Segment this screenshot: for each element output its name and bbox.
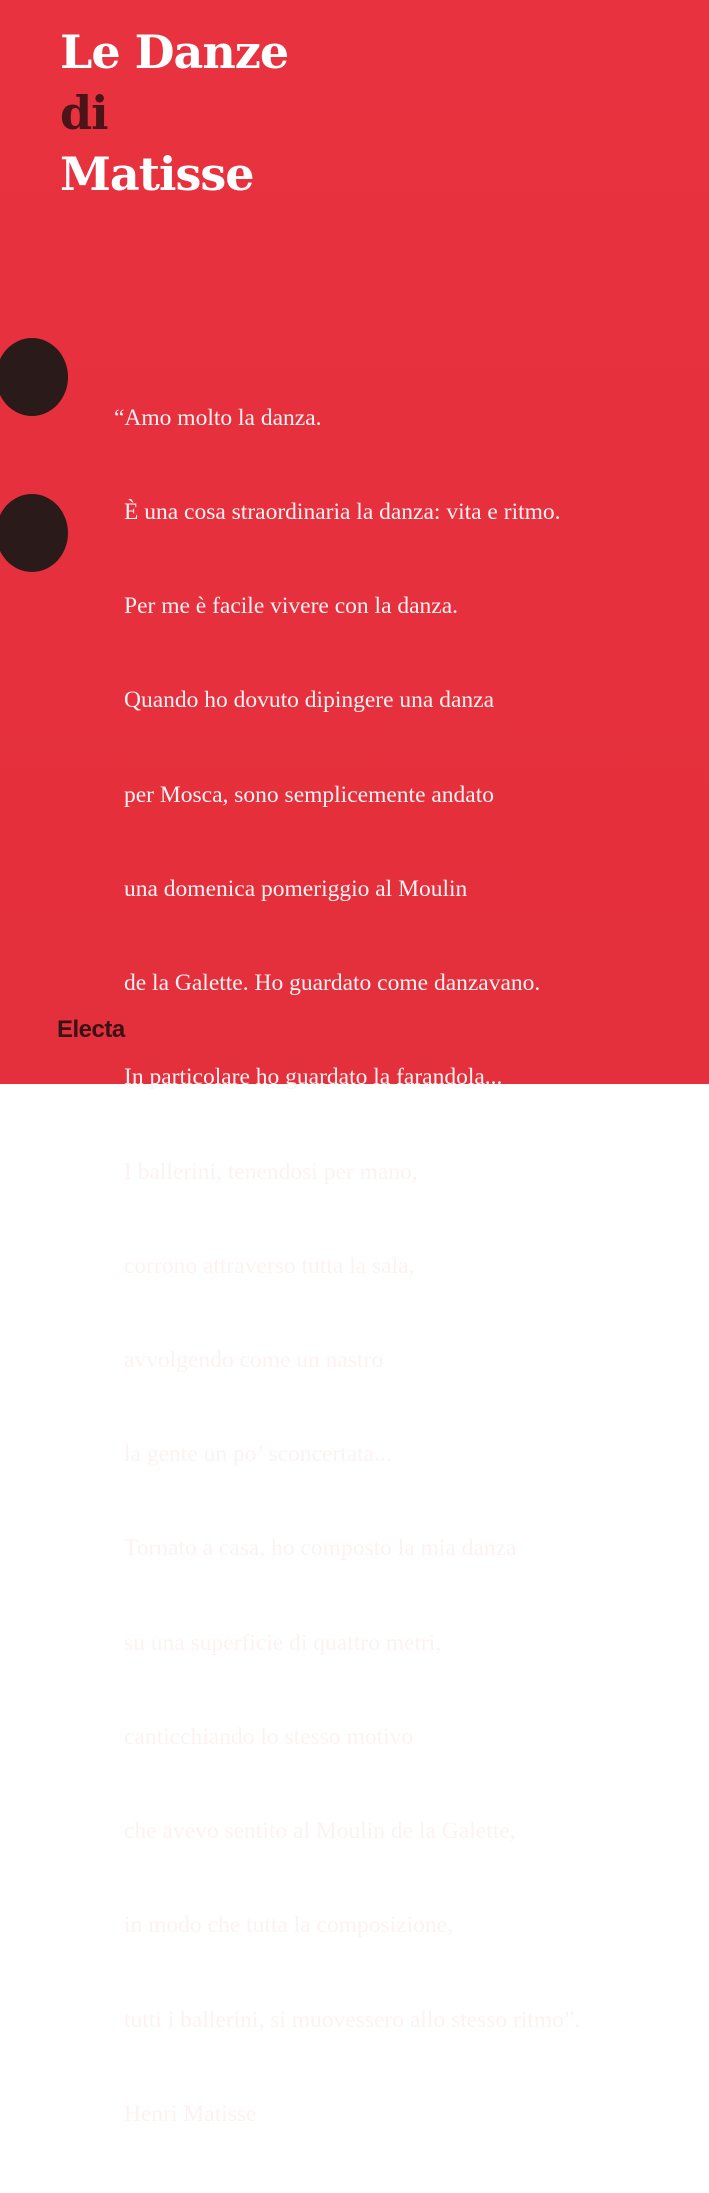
decorative-dot-top — [0, 338, 68, 416]
quote-line: de la Galette. Ho guardato come danzavano. — [124, 970, 541, 997]
quote-line: In particolare ho guardato la farandola... — [124, 1064, 503, 1091]
quote-line: “Amo molto la danza. — [114, 404, 322, 431]
quote-line: che avevo sentito al Moulin de la Galette, — [124, 1818, 516, 1845]
publisher-logo: Electa — [57, 1016, 125, 1043]
title-line-2: di — [60, 86, 108, 140]
quote-line: canticchiando lo stesso motivo — [124, 1723, 414, 1750]
quote-line: avvolgendo come un nastro — [124, 1347, 384, 1373]
book-title — [60, 22, 288, 205]
quote-line: Tornato a casa, ho composto la mia danza — [124, 1535, 517, 1562]
quote-line: per Mosca, sono semplicemente andato — [124, 781, 495, 808]
quote-line: in modo che tutta la composizione, — [124, 1912, 453, 1939]
quote-line: la gente un po’ sconcertata... — [124, 1441, 392, 1468]
quote-line: corrono attraverso tutta la sala, — [124, 1252, 415, 1279]
matisse-quote — [114, 340, 580, 2193]
decorative-dot-bottom — [0, 494, 68, 572]
quote-line: Per me è facile vivere con la danza. — [124, 593, 459, 620]
quote-line: I ballerini, tenendosi per mano, — [124, 1158, 418, 1185]
quote-line: È una cosa straordinaria la danza: vita e ritmo. — [124, 499, 561, 526]
quote-line: su una superficie di quattro metri, — [124, 1629, 442, 1656]
quote-author: Henri Matisse — [124, 2100, 257, 2127]
quote-line: una domenica pomeriggio al Moulin — [124, 875, 468, 902]
title-line-1: Le Danze — [60, 25, 289, 79]
title-line-3: Matisse — [60, 147, 254, 201]
quote-line: Quando ho dovuto dipingere una danza — [124, 687, 495, 714]
quote-line: tutti i ballerini, si muovessero allo stesso ritmo”. — [124, 2006, 581, 2033]
